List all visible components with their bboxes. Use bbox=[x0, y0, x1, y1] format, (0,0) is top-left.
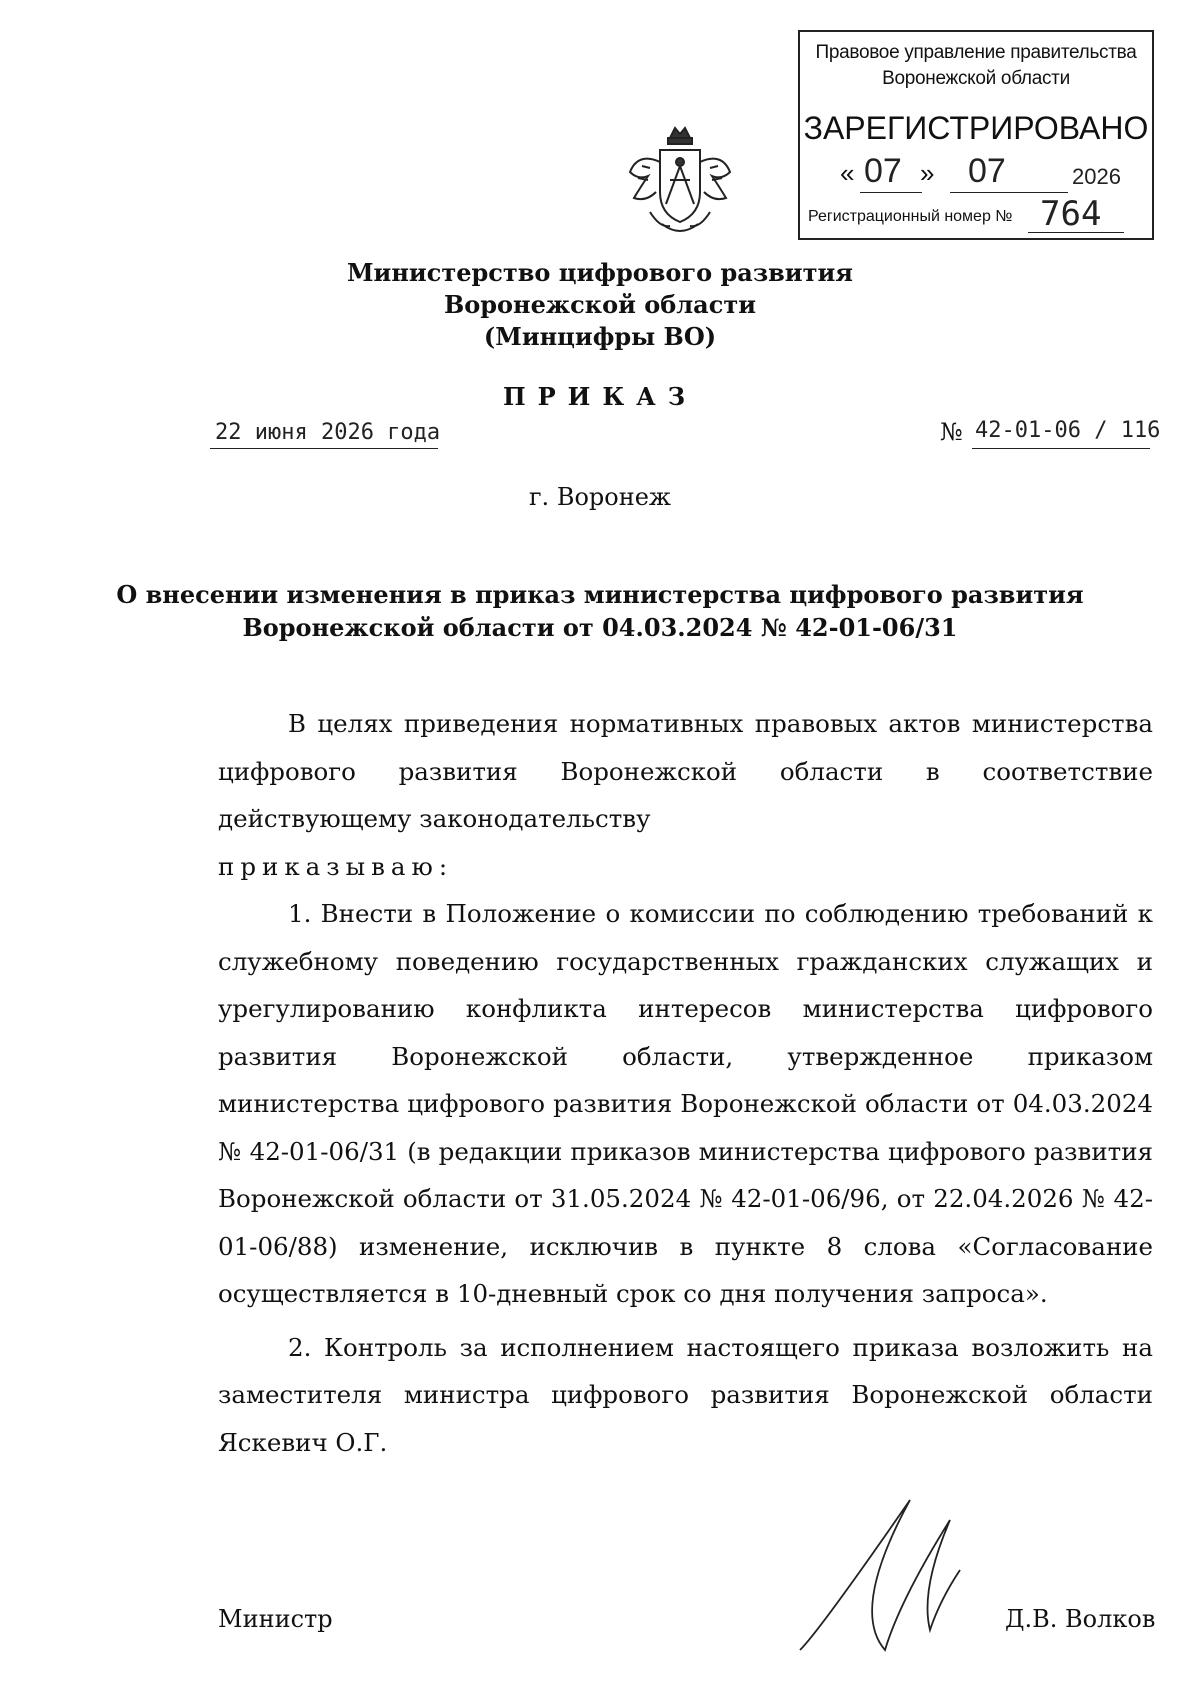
order-body bbox=[218, 700, 1153, 1466]
stamp-day: 07 bbox=[864, 152, 902, 190]
stamp-quote-open: « bbox=[840, 158, 855, 188]
stamp-authority-line1: Правовое управление правительства bbox=[815, 42, 1137, 63]
stamp-registered-label: ЗАРЕГИСТРИРОВАНО bbox=[803, 110, 1149, 146]
ministry-name-short: (Минцифры ВО) bbox=[483, 322, 717, 351]
stamp-month: 07 bbox=[968, 152, 1006, 190]
stamp-quote-close: » bbox=[920, 158, 935, 188]
ministry-name-line1: Министерство цифрового развития bbox=[346, 258, 854, 287]
signatory-position: Министр bbox=[218, 1605, 333, 1633]
order-number: 42-01-06 / 116 bbox=[975, 418, 1161, 443]
stamp-year: 2026 bbox=[1072, 164, 1121, 189]
item-2-paragraph: 2. Контроль за исполнением настоящего приказа возложить на заместителя министра цифрового развития Воронежской области Яскевич О.Г. bbox=[218, 1332, 1153, 1457]
registration-stamp bbox=[798, 30, 1154, 240]
item-1-paragraph: 1. Внести в Положение о комиссии по соблюдению требований к служебному поведению государственных гражданских служащих и урегулированию конфликта интересов министерства цифрового развития Воронежской области, утвержденное приказом министерства цифрового развития Воронежской области от 04.03.2024 № 42-01-06/31 (в редакции приказов министерства цифрового развития Воронежской области от 31.05.2024 № 42-01-06/96, от 22.04.2026 № 42-01-06/88) изменение, исключив в пункте 8 слова «Согласование осуществляется в 10-дневный срок со дня получения запроса». bbox=[218, 899, 1153, 1308]
handwritten-signature bbox=[790, 1480, 990, 1680]
order-subject bbox=[0, 578, 1200, 644]
ministry-name-line2: Воронежской области bbox=[443, 290, 757, 319]
stamp-reg-number: 764 bbox=[1040, 194, 1102, 234]
subject-line1: О внесении изменения в приказ министерства цифрового развития bbox=[116, 580, 1084, 609]
stamp-date bbox=[840, 152, 1140, 196]
stamp-authority-line2: Воронежской области bbox=[882, 68, 1070, 89]
order-word: приказываю: bbox=[218, 851, 454, 881]
signatory-name: Д.В. Волков bbox=[1005, 1605, 1156, 1633]
document-type-title: ПРИКАЗ bbox=[502, 382, 698, 411]
order-date: 22 июня 2026 года bbox=[215, 420, 441, 445]
coat-of-arms-icon bbox=[620, 122, 740, 240]
city: г. Воронеж bbox=[528, 483, 671, 511]
stamp-reg-number-label: Регистрационный номер № bbox=[808, 208, 1013, 225]
order-number-label: № bbox=[940, 418, 963, 446]
coat-of-arms-emblem bbox=[620, 122, 740, 240]
preamble-paragraph: В целях приведения нормативных правовых актов министерства цифрового развития Воронежской области в соответствие действующему законодательству bbox=[218, 709, 1153, 833]
subject-line2: Воронежской области от 04.03.2024 № 42-01-06/31 bbox=[242, 613, 958, 642]
